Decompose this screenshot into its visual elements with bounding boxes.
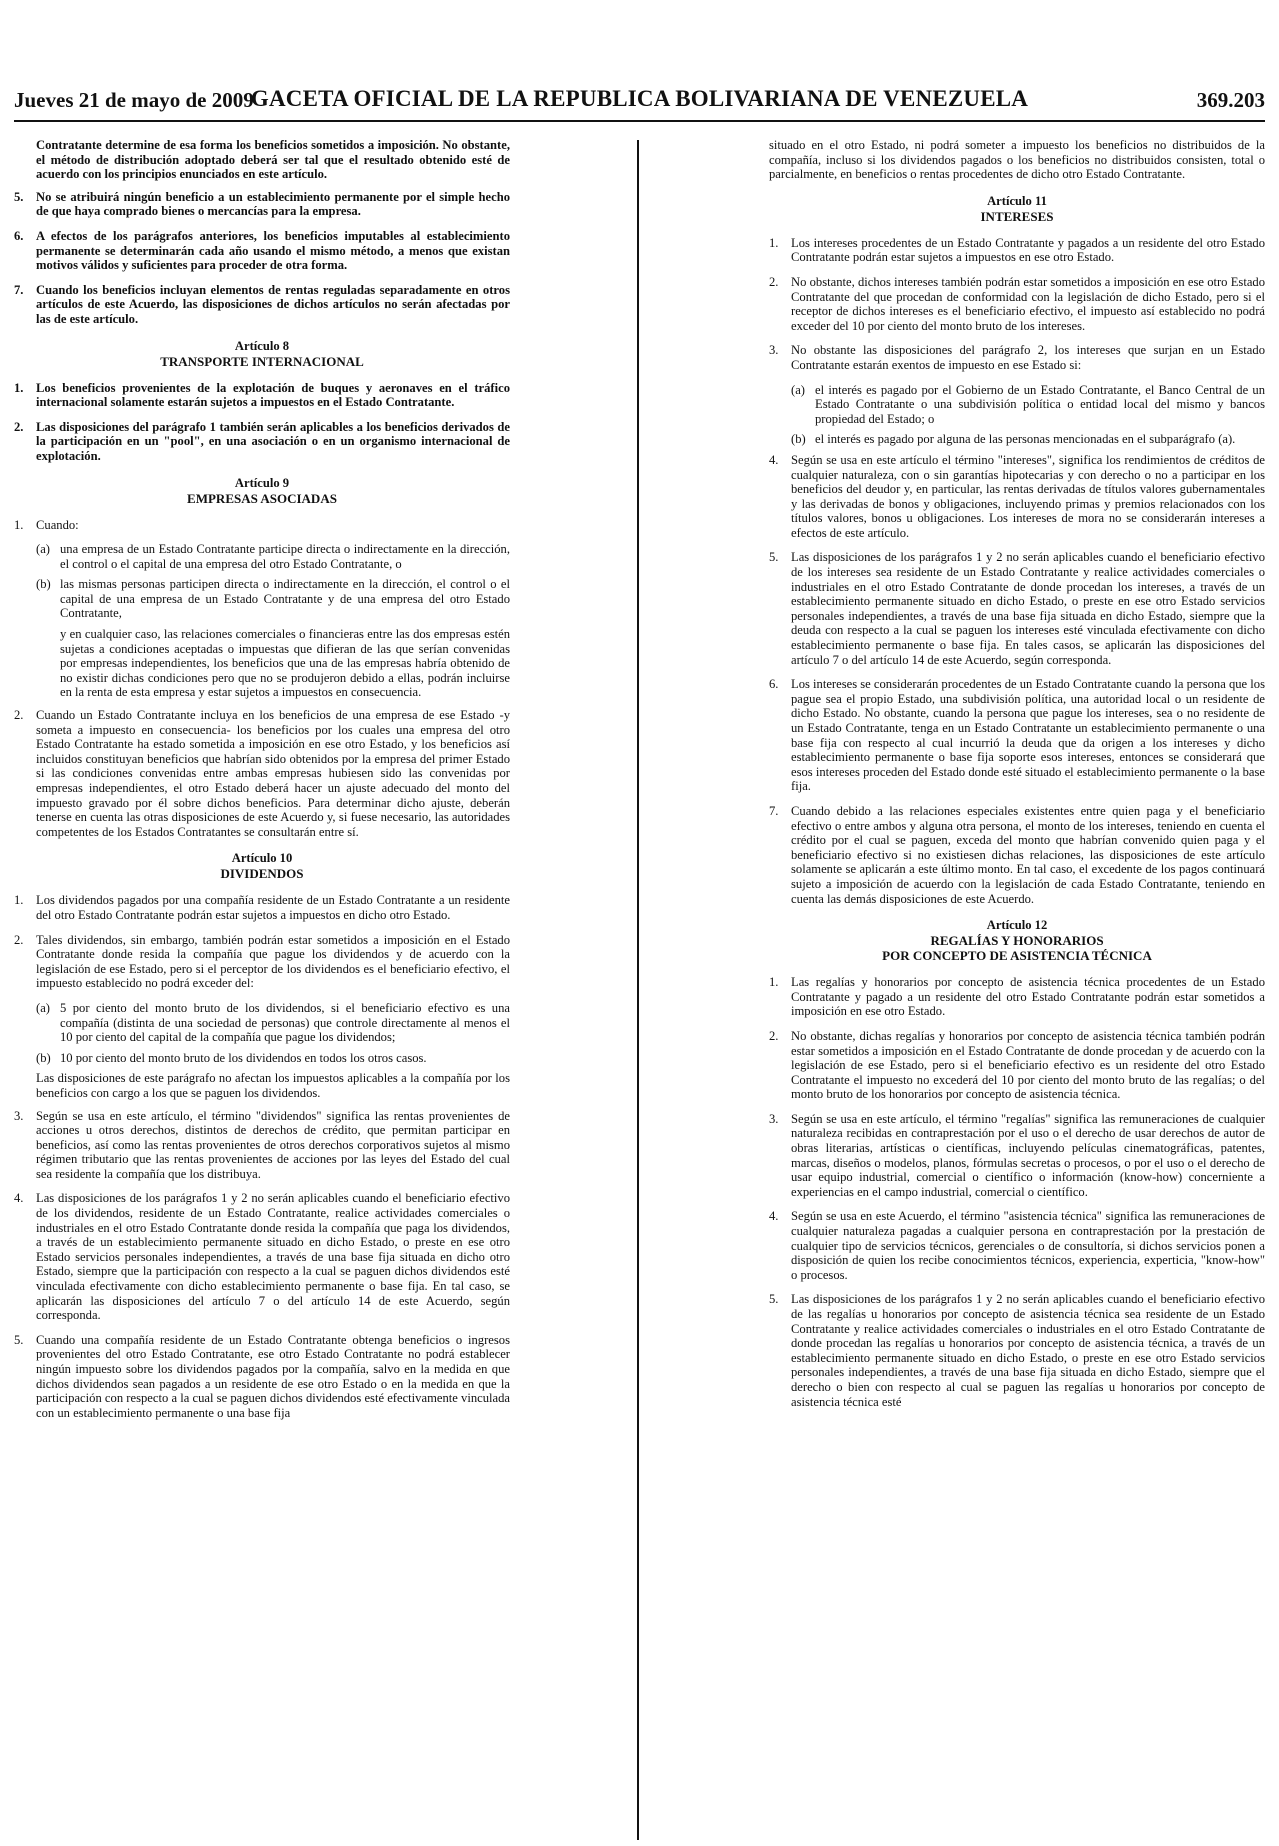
- paragraph-number: 1.: [769, 235, 779, 250]
- article-title: POR CONCEPTO DE ASISTENCIA TÉCNICA: [882, 948, 1152, 964]
- paragraph-number: 7.: [769, 803, 779, 818]
- article-heading: [14, 476, 510, 506]
- sub-paragraph-text: el interés es pagado por alguna de las personas mencionadas en el subparágrafo (a).: [815, 432, 1236, 447]
- paragraph-text: Los beneficios provenientes de la explotación de buques y aeronaves en el tráfico internacional solamente estarán sujetos a impuestos en el Estado Contratante.: [36, 380, 510, 410]
- article-heading: [14, 851, 510, 881]
- paragraph-number: 5.: [769, 1292, 779, 1307]
- numbered-paragraph: [769, 453, 1265, 541]
- paragraph-number: 3.: [14, 1108, 24, 1123]
- paragraph: y en cualquier caso, las relaciones comerciales o financieras entre las dos empresas estén sujetas a condiciones aceptadas o impuestas que difieran de las que serían convenidas por empresas independientes, los beneficios que una de las empresas habría obtenido de no existir dichas condiciones pero que no se produjeron debido a ellas, podrán incluirse en la renta de esta empresa y estar sujetos a impuestos en consecuencia.: [60, 627, 510, 700]
- paragraph-text: Las disposiciones de los parágrafos 1 y 2 no serán aplicables cuando el beneficiario efectivo de los dividendos, residente de un Estado Contratante, realice actividades comerciales o industriales en el otro Estado Contratante donde resida la compañía que paga los dividendos, a través de un establecimiento permanente situado en dicho Estado, o preste en ese otro Estado servicios personales independientes, a través de una base fija situada en dicho otro Estado, siempre que la participación con respecto a la cual se paguen dichos dividendos esté vinculada efectivamente con dicho establecimiento permanente o base fija. En tal caso, se aplicarán las disposiciones del artículo 7 o del artículo 14 de este Acuerdo, según corresponda.: [36, 1191, 510, 1323]
- sub-paragraph: [36, 1051, 510, 1066]
- sub-paragraph-letter: (a): [36, 542, 50, 557]
- numbered-paragraph: [14, 933, 510, 991]
- numbered-paragraph: [769, 1292, 1265, 1409]
- column-divider: [637, 140, 639, 1840]
- article-heading: [769, 194, 1265, 224]
- numbered-paragraph: [769, 236, 1265, 265]
- article-title: REGALÍAS Y HONORARIOS: [930, 933, 1104, 949]
- paragraph-number: 6.: [769, 677, 779, 692]
- numbered-paragraph: [769, 275, 1265, 333]
- paragraph-text: Los dividendos pagados por una compañía residente de un Estado Contratante a un residente del otro Estado Contratante podrán estar sujetos a impuestos en dicho otro Estado.: [36, 893, 510, 922]
- sub-paragraph-letter: (b): [791, 432, 806, 447]
- numbered-paragraph: [769, 343, 1265, 372]
- article-label: Artículo 9: [234, 475, 290, 490]
- paragraph-number: 2.: [14, 708, 24, 723]
- paragraph-text: A efectos de los parágrafos anteriores, los beneficios imputables al establecimiento permanente se determinarán cada año usando el mismo método, a menos que existan motivos válidos y suficientes para proceder de otra forma.: [36, 228, 510, 273]
- sub-paragraph: [36, 1001, 510, 1045]
- paragraph-text: Las disposiciones del parágrafo 1 también serán aplicables a los beneficios derivados de la participación en un "pool", en una asociación o en un organismo internacional de explotación.: [36, 419, 510, 463]
- paragraph-text: Los intereses procedentes de un Estado Contratante y pagados a un residente del otro Estado Contratante podrán estar sujetos a impuestos en ese otro Estado.: [791, 235, 1265, 265]
- paragraph-number: 5.: [14, 189, 24, 204]
- article-label: Artículo 8: [234, 338, 290, 353]
- paragraph-text: Cuando los beneficios incluyan elementos de rentas reguladas separadamente en otros artículos de este Acuerdo, las disposiciones de dichos artículos no serán afectadas por las de este artículo.: [36, 282, 510, 326]
- paragraph-number: 4.: [14, 1191, 24, 1206]
- paragraph-text: Cuando una compañía residente de un Estado Contratante obtenga beneficios o ingresos provenientes del otro Estado Contratante, ese otro Estado Contratante no podrá establecer ningún impuesto sobre los dividendos pagados por la compañía, salvo en la medida en que dichos dividendos sean pagados a un residente de ese otro Estado o en la medida en que la participación con respecto a la cual se paguen dichos dividendos esté efectivamente vinculada con un establecimiento permanente o una base fija: [36, 1332, 510, 1420]
- paragraph-number: 4.: [769, 1209, 779, 1224]
- paragraph-number: 7.: [14, 282, 24, 297]
- paragraph-number: 2.: [769, 274, 779, 289]
- numbered-paragraph: [14, 420, 510, 464]
- sub-paragraph-letter: (b): [36, 1050, 51, 1065]
- paragraph-text: Tales dividendos, sin embargo, también podrán estar sometidos a imposición en el Estado Contratante donde resida la compañía que pague los dividendos y de acuerdo con la legislación de ese Estado, pero si el perceptor de los dividendos es el beneficiario efectivo, el impuesto establecido no podrá exceder del:: [36, 932, 510, 991]
- article-title: DIVIDENDOS: [220, 866, 304, 882]
- numbered-paragraph: [769, 677, 1265, 794]
- sub-paragraph-text: las mismas personas participen directa o indirectamente en la dirección, el control o el capital de una empresa de un Estado Contratante y de una empresa del otro Estado Contratante,: [60, 577, 510, 621]
- paragraph-number: 1.: [14, 517, 24, 532]
- paragraph-number: 5.: [769, 550, 779, 565]
- sub-paragraph: [791, 432, 1265, 447]
- numbered-paragraph: [769, 1029, 1265, 1102]
- paragraph-number: 1.: [14, 893, 24, 908]
- numbered-paragraph: [769, 1112, 1265, 1200]
- header-page-number: 369.203: [1196, 88, 1265, 112]
- paragraph-text: Cuando:: [36, 517, 79, 532]
- article-title: EMPRESAS ASOCIADAS: [187, 490, 337, 506]
- article-label: Artículo 12: [986, 918, 1048, 933]
- paragraph-text: Las disposiciones de los parágrafos 1 y 2 no serán aplicables cuando el beneficiario efectivo de las regalías u honorarios por concepto de asistencia técnica sea residente de un Estado Contratante y realice actividades comerciales o industriales en el otro Estado Contratante de donde procedan las regalías u honorarios por concepto de asistencia técnica, a través de un establecimiento permanente situado en dicho Estado, o preste en ese otro Estado servicios personales independientes, a través de una base fija situada en dicho Estado, siempre que el derecho o bien con respecto al cual se paguen las regalías u honorarios por concepto de asistencia técnica esté: [791, 1292, 1265, 1409]
- paragraph-number: 4.: [769, 452, 779, 467]
- numbered-paragraph: [769, 1209, 1265, 1282]
- paragraph: Contratante determine de esa forma los beneficios sometidos a imposición. No obstante, el método de distribución adoptado deberá ser tal que el resultado obtenido esté de acuerdo con los principios enunciados en este artículo.: [36, 138, 510, 182]
- paragraph-number: 3.: [769, 1111, 779, 1126]
- paragraph-text: Según se usa en este artículo, el término "regalías" significa las remuneraciones de cualquier naturaleza recibidas en contraprestación por el uso o el derecho de usar derechos de autor de obras literarias, artísticas o científicas, incluyendo películas cinematográficas, patentes, marcas, diseños o modelos, planos, fórmulas secretas o procesos, o por el uso o el derecho de usar equipo industrial, comercial o científico o información (know-how) concerniente a experiencias en el campo industrial, comercial o científico.: [791, 1111, 1265, 1199]
- numbered-paragraph: [14, 708, 510, 839]
- paragraph-number: 2.: [769, 1028, 779, 1043]
- paragraph-number: 5.: [14, 1332, 24, 1347]
- page-header: [14, 86, 1265, 122]
- paragraph-text: Las disposiciones de los parágrafos 1 y 2 no serán aplicables cuando el beneficiario efectivo de los intereses sea residente de un Estado Contratante y realice actividades comerciales o industriales en el otro Estado Contratante de donde procedan los intereses, a través de un establecimiento permanente situado en dicho Estado, o preste en ese otro Estado servicios personales independientes, a través de una base fija situada en dicho Estado, siempre que la deuda con respecto a la cual se paguen los intereses esté vinculada efectivamente con dicho establecimiento permanente o base fija. En tales casos, se aplicarán las disposiciones del artículo 7 o del artículo 14 de este Acuerdo, según corresponda.: [791, 550, 1265, 667]
- sub-paragraph-text: 10 por ciento del monto bruto de los dividendos en todos los otros casos.: [60, 1050, 427, 1065]
- article-label: Artículo 11: [987, 193, 1047, 208]
- paragraph-text: Los intereses se considerarán procedentes de un Estado Contratante cuando la persona que los pague sea el propio Estado, una subdivisión política, una autoridad local o un residente de dicho Estado. No obstante, cuando la persona que pague los intereses, sea o no residente de un Estado Contratante, tenga en un Estado Contratante un establecimiento permanente o una base fija con respecto al cual incurrió la deuda que da origen a los intereses y dicho establecimiento permanente o base fija soporte esos intereses, entonces se considerará que esos intereses proceden del Estado donde esté situado el establecimiento permanente o la base fija.: [791, 677, 1265, 794]
- paragraph-text: Las regalías y honorarios por concepto de asistencia técnica procedentes de un Estado Contratante y pagado a un residente del otro Estado Contratante podrán estar sometidos a imposición en ese otro Estado.: [791, 975, 1265, 1019]
- header-title: GACETA OFICIAL DE LA REPUBLICA BOLIVARIANA DE VENEZUELA: [250, 86, 1029, 111]
- paragraph: Las disposiciones de este parágrafo no afectan los impuestos aplicables a la compañía por los beneficios con cargo a los que se paguen los dividendos.: [36, 1071, 510, 1100]
- article-label: Artículo 10: [231, 851, 293, 866]
- numbered-paragraph: [14, 190, 510, 219]
- numbered-paragraph: [14, 381, 510, 410]
- left-column: [14, 138, 510, 1430]
- paragraph-text: No obstante, dichas regalías y honorarios por concepto de asistencia técnica también podrán estar sometidos a imposición en el Estado Contratante de donde procedan y de acuerdo con la legislación de ese Estado, pero si el beneficiario efectivo es un residente del otro Estado Contratante el impuesto no excederá del 10 por ciento del monto bruto de las regalías; o del monto bruto de los honorarios por concepto de asistencia técnica.: [791, 1028, 1265, 1102]
- paragraph-number: 1.: [769, 975, 779, 990]
- sub-paragraph: [36, 577, 510, 621]
- paragraph-number: 1.: [14, 380, 24, 395]
- article-heading: [769, 918, 1265, 963]
- sub-paragraph-letter: (a): [36, 1000, 50, 1015]
- numbered-paragraph: [769, 550, 1265, 667]
- paragraph-text: Según se usa en este Acuerdo, el término "asistencia técnica" significa las remuneraciones de cualquier naturaleza pagadas a cualquier persona en contraprestación por la prestación de cualquier tipo de servicios técnicos, gerenciales o de consultoría, si dichos servicios ponen a disposición de quien los recibe conocimientos técnicos, experiencia, experticia, "know-how" o procesos.: [791, 1209, 1265, 1282]
- paragraph-number: 6.: [14, 228, 24, 243]
- paragraph-number: 2.: [14, 932, 24, 947]
- paragraph-text: No obstante, dichos intereses también podrán estar sometidos a imposición en ese otro Estado Contratante del que procedan de conformidad con la legislación de dicho Estado, pero si el receptor de dichos intereses es el beneficiario efectivo, el impuesto así establecido no podrá exceder del 10 por ciento del monto bruto de los intereses.: [791, 274, 1265, 333]
- sub-paragraph: [36, 542, 510, 571]
- numbered-paragraph: [14, 1333, 510, 1421]
- paragraph-text: Según se usa en este artículo el término "intereses", significa los rendimientos de créditos de cualquier naturaleza, con o sin garantías hipotecarias y con derecho o no a participar en los beneficios del deudor y, en particular, las rentas derivadas de títulos valores gubernamentales y las derivadas de bonos y obligaciones, incluyendo primas y premios relacionados con los títulos valores, bonos u obligaciones. Los intereses de mora no se considerarán intereses a efectos de este artículo.: [791, 452, 1265, 540]
- sub-paragraph-letter: (b): [36, 577, 51, 592]
- numbered-paragraph: [14, 893, 510, 922]
- numbered-paragraph: [14, 518, 510, 533]
- sub-paragraph: [791, 383, 1265, 427]
- article-title: TRANSPORTE INTERNACIONAL: [160, 353, 364, 369]
- paragraph-text: No obstante las disposiciones del parágrafo 2, los intereses que surjan en un Estado Contratante estarán exentos de impuesto en ese Estado si:: [791, 343, 1265, 372]
- paragraph-text: Cuando un Estado Contratante incluya en los beneficios de una empresa de ese Estado -y someta a impuesto en consecuencia- los beneficios por los cuales una empresa del otro Estado Contratante ha estado sometida a imposición en ese otro Estado, y los beneficios así incluidos constituyan beneficios que habrían sido obtenidos por la empresa del primer Estado si las condiciones convenidas entre ambas empresas hubiesen sido las convenidas por empresas independientes, el otro Estado deberá hacer un ajuste adecuado del monto del impuesto gravado por él sobre dichos beneficios. Para determinar dicho ajuste, deberán tenerse en cuenta las otras disposiciones de este Acuerdo y, si fuese necesario, las autoridades competentes de los Estados Contratantes se consultarán entre sí.: [36, 708, 510, 839]
- sub-paragraph-text: una empresa de un Estado Contratante participe directa o indirectamente en la dirección, el control o el capital de una empresa del otro Estado Contratante, o: [60, 542, 510, 571]
- numbered-paragraph: [769, 804, 1265, 906]
- paragraph: situado en el otro Estado, ni podrá someter a impuesto los beneficios no distribuidos de la compañía, incluso si los dividendos pagados o los beneficios no distribuidos consisten, total o parcialmente, en beneficios o rentas procedentes de dicho otro Estado Contratante.: [769, 138, 1265, 182]
- paragraph-text: Según se usa en este artículo, el término "dividendos" significa las rentas provenientes de acciones u otros derechos, distintos de derechos de crédito, que permitan participar en beneficios, así como las rentas provenientes de otros derechos corporativos sujetos al mismo régimen tributario que las rentas provenientes de acciones por las leyes del Estado del cual sea residente la compañía que los distribuya.: [36, 1108, 510, 1181]
- numbered-paragraph: [14, 1191, 510, 1322]
- article-title: INTERESES: [980, 208, 1054, 224]
- numbered-paragraph: [14, 283, 510, 327]
- sub-paragraph-text: el interés es pagado por el Gobierno de un Estado Contratante, el Banco Central de un Estado Contratante o una subdivisión política o entidad local del mismo y bancos propiedad del Estado; o: [815, 382, 1265, 426]
- paragraph-text: No se atribuirá ningún beneficio a un establecimiento permanente por el simple hecho de que haya comprado bienes o mercancías para la empresa.: [36, 189, 510, 219]
- numbered-paragraph: [769, 975, 1265, 1019]
- sub-paragraph-letter: (a): [791, 382, 805, 397]
- paragraph-number: 2.: [14, 419, 24, 434]
- paragraph-text: Cuando debido a las relaciones especiales existentes entre quien paga y el beneficiario efectivo o entre ambos y alguna otra persona, el monto de los intereses, teniendo en cuenta el crédito por el cual se paguen, exceda del monto que habrían convenido quien paga y el beneficiario efectivo si no existiesen dichas relaciones, las disposiciones de este artículo solamente se aplicarán a este último monto. En tal caso, el excedente de los pagos continuará sujeto a imposición de acuerdo con la legislación de cada Estado Contratante, teniendo en cuenta las demás disposiciones de este Acuerdo.: [791, 803, 1265, 906]
- right-column: [769, 138, 1265, 1419]
- paragraph-number: 3.: [769, 343, 779, 358]
- sub-paragraph-text: 5 por ciento del monto bruto de los dividendos, si el beneficiario efectivo es una compañía (distinta de una sociedad de personas) que controle directamente al menos el 10 por ciento del capital de la compañía que pague los dividendos;: [60, 1000, 510, 1045]
- numbered-paragraph: [14, 1109, 510, 1182]
- article-heading: [14, 339, 510, 369]
- numbered-paragraph: [14, 229, 510, 273]
- header-date: Jueves 21 de mayo de 2009: [14, 88, 254, 112]
